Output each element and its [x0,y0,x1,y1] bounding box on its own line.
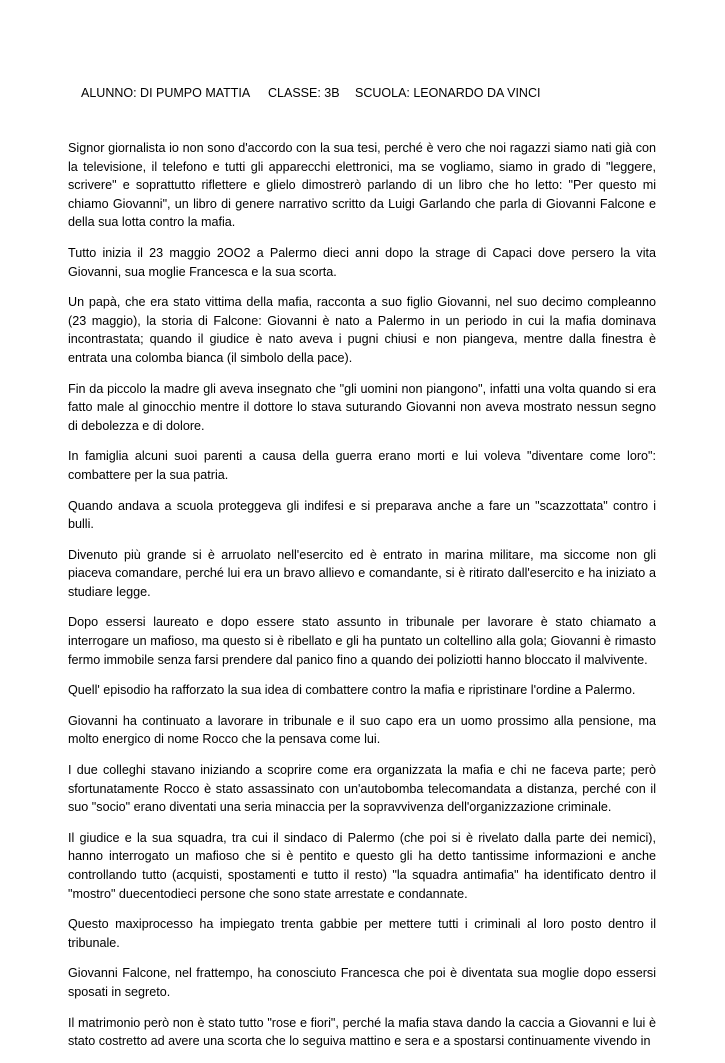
school-label: SCUOLA: LEONARDO DA VINCI [355,86,541,100]
paragraph: Divenuto più grande si è arruolato nell'esercito ed è entrato in marina militare, ma siccome non gli piaceva comandare, perché lui era un bravo allievo e comandante, si è ritirato dall'esercito e ha iniziato a studiare legge. [68,547,656,599]
paragraph: Il giudice e la sua squadra, tra cui il sindaco di Palermo (che poi si è rivelato dalla parte dei nemici), hanno interrogato un mafioso che si è pentito e questo gli ha detto tantissime informazioni e anche controllando tutto (acquisti, spostamenti e tutto il resto) "la squadra antimafia" ha identificato dentro il "mostro" duecentodieci persone che sono state arrestate e condannate. [68,830,656,901]
paragraph: Questo maxiprocesso ha impiegato trenta gabbie per mettere tutti i criminali al loro posto dentro il tribunale. [68,917,656,950]
paragraph: Dopo essersi laureato e dopo essere stato assunto in tribunale per lavorare è stato chiamato a interrogare un mafioso, ma questo si è ribellato e gli ha puntato un coltellino alla gola; Giovanni è rimasto fermo immobile senza farsi prendere dal panico fino a quando dei poliziotti hanno bloccato il malvivente. [68,615,656,667]
paragraph: I due colleghi stavano iniziando a scoprire come era organizzata la mafia e chi ne faceva parte; però sfortunatamente Rocco è stato assassinato con un'autobomba telecomandata a distanza, perché con il suo "socio" erano diventati una seria minaccia per la sopravvivenza dell'organizzazione criminale. [68,763,656,815]
paragraph: Quell' episodio ha rafforzato la sua idea di combattere contro la mafia e ripristinare l'ordine a Palermo. [68,683,636,698]
class-label: CLASSE: 3B [268,86,340,100]
paragraph: Giovanni ha continuato a lavorare in tribunale e il suo capo era un uomo prossimo alla pensione, ma molto energico di nome Rocco che la pensava come lui. [68,713,656,747]
paragraph: In famiglia alcuni suoi parenti a causa della guerra erano morti e lui voleva "diventare come loro": combattere per la sua patria. [68,449,656,482]
paragraph: Il matrimonio però non è stato tutto "rose e fiori", perché la mafia stava dando la caccia a Giovanni e lui è stato costretto ad avere una scorta che lo seguiva mattino e sera e a spostarsi continuamente vivendo in [68,1015,656,1049]
paragraph: Un papà, che era stato vittima della mafia, racconta a suo figlio Giovanni, nel suo decimo compleanno (23 maggio), la storia di Falcone: Giovanni è nato a Palermo in un periodo in cui la mafia dominava incontrastata; quando il giudice è nato aveva i pugni chiusi e non piangeva, mentre dalla finestra è entrata una colomba bianca (il simbolo della pace). [68,295,656,365]
document-header [81,86,540,100]
paragraph: Tutto inizia il 23 maggio 2OO2 a Palermo dieci anni dopo la strage di Capaci dove persero la vita Giovanni, sua moglie Francesca e la sua scorta. [68,245,656,279]
paragraph: Quando andava a scuola proteggeva gli indifesi e si preparava anche a fare un "scazzottata" contro i bulli. [68,498,656,532]
paragraph: Fin da piccolo la madre gli aveva insegnato che "gli uomini non piangono", infatti una volta quando si era fatto male al ginocchio mentre il dottore lo stava suturando Giovanni non aveva mostrato nessun segno di debolezza e di dolore. [68,381,656,433]
paragraph: Giovanni Falcone, nel frattempo, ha conosciuto Francesca che poi è diventata sua moglie dopo essersi sposati in segreto. [68,966,656,999]
essay-body [68,139,656,1063]
paragraph: Signor giornalista io non sono d'accordo con la sua tesi, perché è vero che noi ragazzi siamo nati già con la televisione, il telefono e tutti gli apparecchi elettronici, ma se vogliamo, siamo in grado di "leggere, scrivere" e soprattutto riflettere e glielo dimostrerò parlando di un libro che ho letto: "Per questo mi chiamo Giovanni", un libro di genere narrativo scritto da Luigi Garlando che parla di Giovanni Falcone e della sua lotta contro la mafia. [68,141,656,230]
student-name: ALUNNO: DI PUMPO MATTIA [81,86,251,100]
